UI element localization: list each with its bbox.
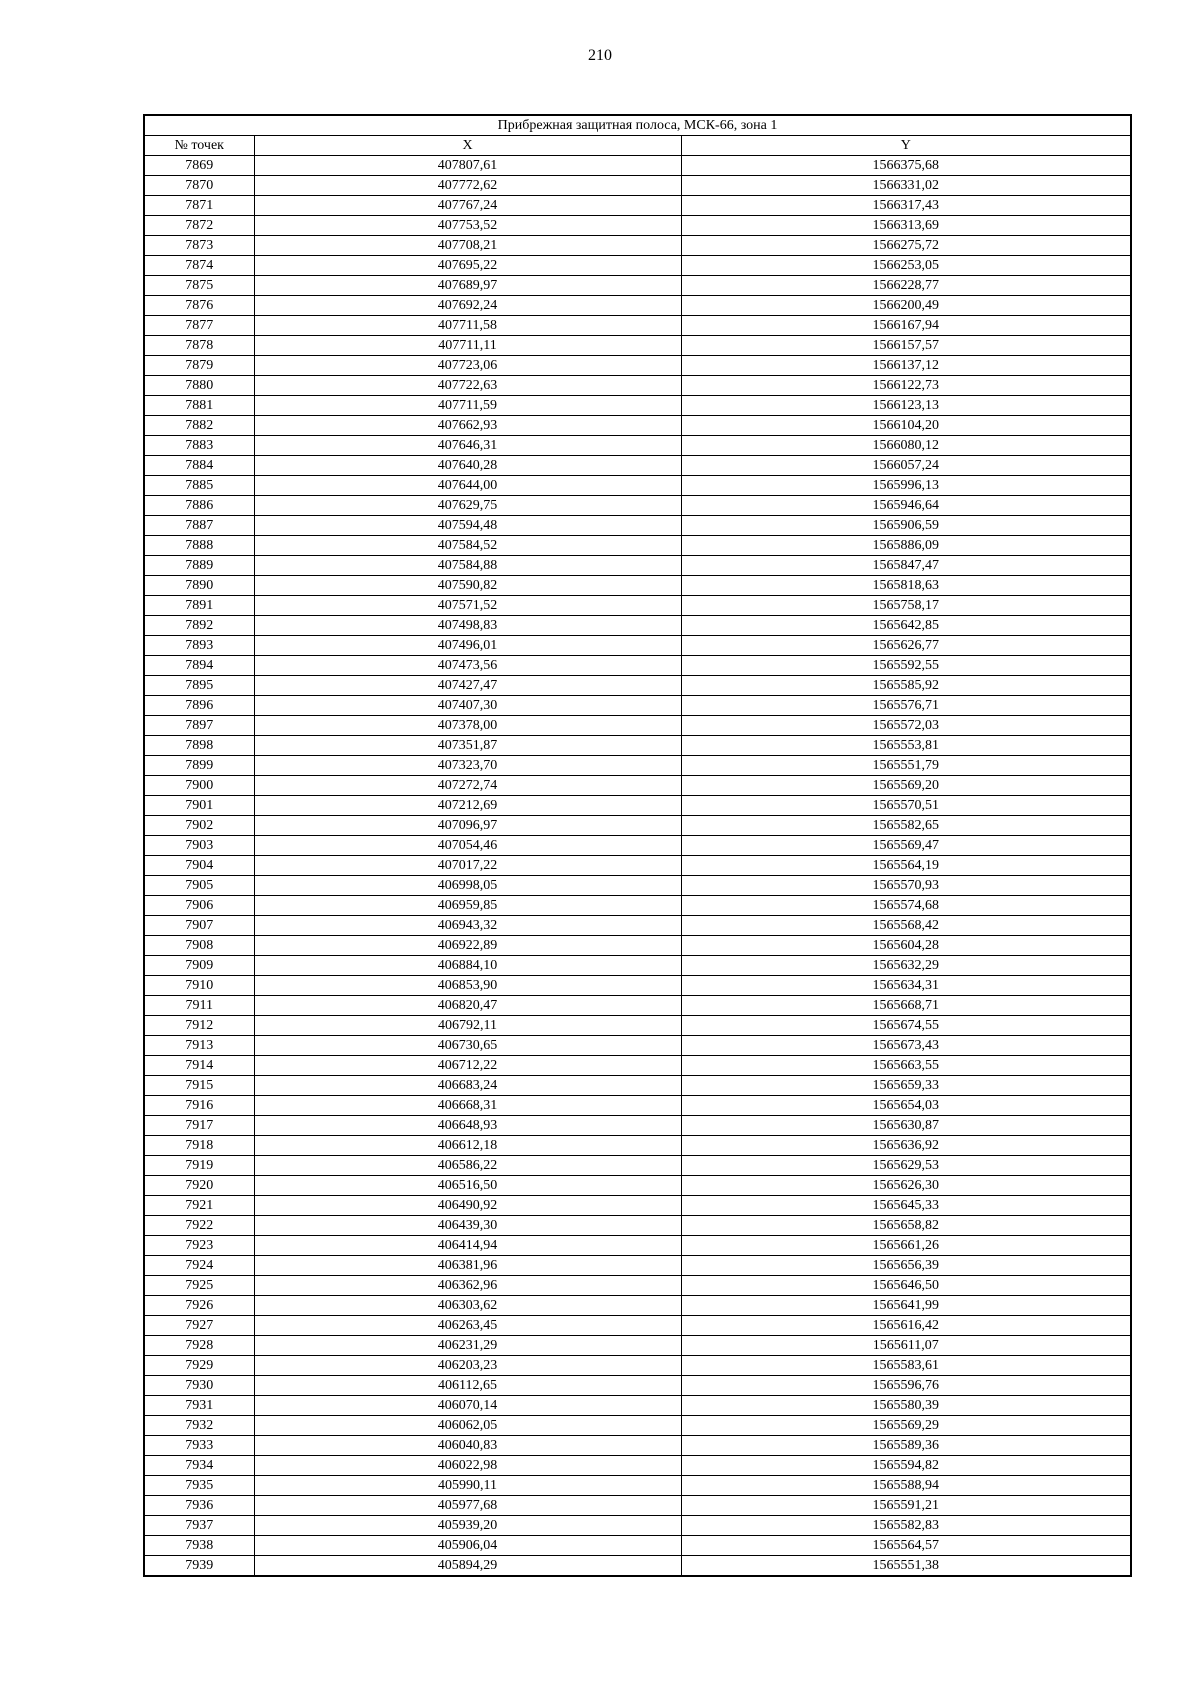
cell-y: 1565659,33	[681, 1076, 1131, 1096]
cell-x: 406062,05	[254, 1416, 681, 1436]
coordinates-table	[143, 114, 1132, 1577]
cell-x: 407772,62	[254, 176, 681, 196]
cell-x: 407407,30	[254, 696, 681, 716]
table-row	[144, 736, 1131, 756]
table-row	[144, 996, 1131, 1016]
cell-point-number: 7934	[144, 1456, 254, 1476]
cell-point-number: 7912	[144, 1016, 254, 1036]
table-row	[144, 1316, 1131, 1336]
cell-x: 406439,30	[254, 1216, 681, 1236]
cell-y: 1565569,20	[681, 776, 1131, 796]
table-row	[144, 276, 1131, 296]
cell-x: 407807,61	[254, 156, 681, 176]
cell-point-number: 7898	[144, 736, 254, 756]
table-row	[144, 896, 1131, 916]
cell-y: 1565611,07	[681, 1336, 1131, 1356]
table-row	[144, 1356, 1131, 1376]
cell-x: 406943,32	[254, 916, 681, 936]
cell-x: 406668,31	[254, 1096, 681, 1116]
table-row	[144, 596, 1131, 616]
cell-point-number: 7915	[144, 1076, 254, 1096]
cell-y: 1565570,93	[681, 876, 1131, 896]
cell-x: 406712,22	[254, 1056, 681, 1076]
cell-x: 407427,47	[254, 676, 681, 696]
table-row	[144, 556, 1131, 576]
table-row	[144, 1056, 1131, 1076]
cell-point-number: 7889	[144, 556, 254, 576]
cell-y: 1565674,55	[681, 1016, 1131, 1036]
cell-point-number: 7922	[144, 1216, 254, 1236]
cell-y: 1565629,53	[681, 1156, 1131, 1176]
cell-x: 407212,69	[254, 796, 681, 816]
cell-x: 406998,05	[254, 876, 681, 896]
table-row	[144, 1216, 1131, 1236]
cell-x: 405906,04	[254, 1536, 681, 1556]
cell-x: 406612,18	[254, 1136, 681, 1156]
table-row	[144, 796, 1131, 816]
table-row	[144, 476, 1131, 496]
cell-y: 1565818,63	[681, 576, 1131, 596]
cell-point-number: 7905	[144, 876, 254, 896]
cell-point-number: 7906	[144, 896, 254, 916]
cell-x: 407646,31	[254, 436, 681, 456]
table-row	[144, 1236, 1131, 1256]
table-row	[144, 316, 1131, 336]
cell-x: 407496,01	[254, 636, 681, 656]
table-row	[144, 376, 1131, 396]
cell-x: 406112,65	[254, 1376, 681, 1396]
table-row	[144, 1556, 1131, 1577]
cell-point-number: 7914	[144, 1056, 254, 1076]
cell-y: 1565585,92	[681, 676, 1131, 696]
cell-x: 406792,11	[254, 1016, 681, 1036]
cell-x: 405990,11	[254, 1476, 681, 1496]
cell-y: 1566331,02	[681, 176, 1131, 196]
cell-point-number: 7873	[144, 236, 254, 256]
cell-point-number: 7933	[144, 1436, 254, 1456]
cell-x: 407571,52	[254, 596, 681, 616]
table-row	[144, 1276, 1131, 1296]
cell-point-number: 7875	[144, 276, 254, 296]
cell-x: 407711,59	[254, 396, 681, 416]
cell-y: 1566104,20	[681, 416, 1131, 436]
cell-point-number: 7935	[144, 1476, 254, 1496]
cell-y: 1565574,68	[681, 896, 1131, 916]
cell-y: 1565589,36	[681, 1436, 1131, 1456]
cell-x: 407594,48	[254, 516, 681, 536]
cell-x: 406730,65	[254, 1036, 681, 1056]
cell-y: 1565646,50	[681, 1276, 1131, 1296]
cell-y: 1566313,69	[681, 216, 1131, 236]
cell-y: 1565658,82	[681, 1216, 1131, 1236]
cell-point-number: 7888	[144, 536, 254, 556]
cell-x: 407323,70	[254, 756, 681, 776]
cell-point-number: 7893	[144, 636, 254, 656]
cell-y: 1565569,29	[681, 1416, 1131, 1436]
cell-point-number: 7908	[144, 936, 254, 956]
cell-y: 1565626,77	[681, 636, 1131, 656]
table-row	[144, 1136, 1131, 1156]
cell-point-number: 7919	[144, 1156, 254, 1176]
table-row	[144, 396, 1131, 416]
cell-x: 407378,00	[254, 716, 681, 736]
cell-point-number: 7874	[144, 256, 254, 276]
cell-x: 405977,68	[254, 1496, 681, 1516]
cell-y: 1565656,39	[681, 1256, 1131, 1276]
cell-x: 406303,62	[254, 1296, 681, 1316]
table-row	[144, 496, 1131, 516]
cell-point-number: 7880	[144, 376, 254, 396]
cell-x: 407054,46	[254, 836, 681, 856]
table-row	[144, 576, 1131, 596]
cell-x: 406853,90	[254, 976, 681, 996]
cell-x: 406922,89	[254, 936, 681, 956]
table-row	[144, 196, 1131, 216]
table-row	[144, 1176, 1131, 1196]
cell-y: 1565580,39	[681, 1396, 1131, 1416]
table-row	[144, 696, 1131, 716]
table-row	[144, 416, 1131, 436]
cell-y: 1565569,47	[681, 836, 1131, 856]
table-row	[144, 1296, 1131, 1316]
cell-point-number: 7928	[144, 1336, 254, 1356]
cell-y: 1566253,05	[681, 256, 1131, 276]
cell-point-number: 7900	[144, 776, 254, 796]
cell-x: 405939,20	[254, 1516, 681, 1536]
cell-y: 1565632,29	[681, 956, 1131, 976]
cell-x: 407473,56	[254, 656, 681, 676]
cell-point-number: 7920	[144, 1176, 254, 1196]
cell-point-number: 7878	[144, 336, 254, 356]
cell-y: 1565568,42	[681, 916, 1131, 936]
cell-y: 1566228,77	[681, 276, 1131, 296]
table-row	[144, 636, 1131, 656]
cell-x: 406231,29	[254, 1336, 681, 1356]
cell-point-number: 7892	[144, 616, 254, 636]
table-body	[144, 156, 1131, 1577]
cell-y: 1565564,19	[681, 856, 1131, 876]
cell-y: 1566123,13	[681, 396, 1131, 416]
table-row	[144, 1516, 1131, 1536]
cell-y: 1565886,09	[681, 536, 1131, 556]
cell-point-number: 7902	[144, 816, 254, 836]
header-y: Y	[681, 136, 1131, 156]
table-row	[144, 336, 1131, 356]
cell-x: 407708,21	[254, 236, 681, 256]
table-row	[144, 516, 1131, 536]
table-row	[144, 1156, 1131, 1176]
table-row	[144, 436, 1131, 456]
cell-x: 407584,52	[254, 536, 681, 556]
cell-y: 1565645,33	[681, 1196, 1131, 1216]
cell-x: 406959,85	[254, 896, 681, 916]
cell-point-number: 7911	[144, 996, 254, 1016]
cell-y: 1565673,43	[681, 1036, 1131, 1056]
table-row	[144, 676, 1131, 696]
table-row	[144, 756, 1131, 776]
cell-x: 407695,22	[254, 256, 681, 276]
cell-x: 407498,83	[254, 616, 681, 636]
cell-y: 1565572,03	[681, 716, 1131, 736]
cell-x: 407017,22	[254, 856, 681, 876]
cell-y: 1565634,31	[681, 976, 1131, 996]
cell-y: 1565588,94	[681, 1476, 1131, 1496]
cell-y: 1565641,99	[681, 1296, 1131, 1316]
cell-x: 405894,29	[254, 1556, 681, 1577]
cell-point-number: 7930	[144, 1376, 254, 1396]
table-row	[144, 656, 1131, 676]
cell-y: 1565642,85	[681, 616, 1131, 636]
table-row	[144, 876, 1131, 896]
cell-x: 407644,00	[254, 476, 681, 496]
cell-x: 406022,98	[254, 1456, 681, 1476]
cell-point-number: 7921	[144, 1196, 254, 1216]
table-row	[144, 1336, 1131, 1356]
cell-point-number: 7879	[144, 356, 254, 376]
table-row	[144, 456, 1131, 476]
cell-point-number: 7927	[144, 1316, 254, 1336]
cell-y: 1565582,65	[681, 816, 1131, 836]
cell-y: 1565946,64	[681, 496, 1131, 516]
table-title: Прибрежная защитная полоса, МСК-66, зона 1	[144, 115, 1131, 136]
header-x: X	[254, 136, 681, 156]
cell-y: 1566080,12	[681, 436, 1131, 456]
cell-point-number: 7925	[144, 1276, 254, 1296]
table-row	[144, 1496, 1131, 1516]
cell-point-number: 7939	[144, 1556, 254, 1577]
cell-point-number: 7886	[144, 496, 254, 516]
cell-x: 406820,47	[254, 996, 681, 1016]
cell-x: 407692,24	[254, 296, 681, 316]
table-row	[144, 1256, 1131, 1276]
cell-y: 1566157,57	[681, 336, 1131, 356]
table-row	[144, 1196, 1131, 1216]
cell-y: 1565996,13	[681, 476, 1131, 496]
cell-point-number: 7932	[144, 1416, 254, 1436]
cell-y: 1565616,42	[681, 1316, 1131, 1336]
table-row	[144, 916, 1131, 936]
table-row	[144, 1096, 1131, 1116]
cell-x: 406263,45	[254, 1316, 681, 1336]
cell-x: 406884,10	[254, 956, 681, 976]
table-row	[144, 816, 1131, 836]
cell-y: 1565636,92	[681, 1136, 1131, 1156]
cell-y: 1566167,94	[681, 316, 1131, 336]
cell-x: 407096,97	[254, 816, 681, 836]
cell-y: 1565576,71	[681, 696, 1131, 716]
cell-point-number: 7901	[144, 796, 254, 816]
cell-y: 1565758,17	[681, 596, 1131, 616]
cell-point-number: 7926	[144, 1296, 254, 1316]
cell-x: 406586,22	[254, 1156, 681, 1176]
table-row	[144, 236, 1131, 256]
cell-y: 1565564,57	[681, 1536, 1131, 1556]
header-point-number: № точек	[144, 136, 254, 156]
table-row	[144, 536, 1131, 556]
table-row	[144, 1456, 1131, 1476]
table-row	[144, 176, 1131, 196]
cell-point-number: 7885	[144, 476, 254, 496]
cell-point-number: 7907	[144, 916, 254, 936]
table-row	[144, 836, 1131, 856]
cell-point-number: 7883	[144, 436, 254, 456]
cell-point-number: 7896	[144, 696, 254, 716]
cell-point-number: 7916	[144, 1096, 254, 1116]
cell-point-number: 7918	[144, 1136, 254, 1156]
cell-y: 1565570,51	[681, 796, 1131, 816]
cell-x: 406683,24	[254, 1076, 681, 1096]
cell-x: 406203,23	[254, 1356, 681, 1376]
cell-point-number: 7881	[144, 396, 254, 416]
table-row	[144, 356, 1131, 376]
cell-point-number: 7871	[144, 196, 254, 216]
cell-point-number: 7882	[144, 416, 254, 436]
cell-y: 1565592,55	[681, 656, 1131, 676]
table-row	[144, 956, 1131, 976]
table-row	[144, 1016, 1131, 1036]
cell-y: 1565591,21	[681, 1496, 1131, 1516]
cell-y: 1565668,71	[681, 996, 1131, 1016]
table-row	[144, 776, 1131, 796]
cell-y: 1565626,30	[681, 1176, 1131, 1196]
cell-y: 1565661,26	[681, 1236, 1131, 1256]
table-row	[144, 716, 1131, 736]
table-row	[144, 1436, 1131, 1456]
cell-x: 406381,96	[254, 1256, 681, 1276]
table-header-row	[144, 136, 1131, 156]
cell-y: 1565847,47	[681, 556, 1131, 576]
cell-y: 1566057,24	[681, 456, 1131, 476]
cell-point-number: 7917	[144, 1116, 254, 1136]
cell-point-number: 7877	[144, 316, 254, 336]
table-row	[144, 1036, 1131, 1056]
cell-y: 1566200,49	[681, 296, 1131, 316]
cell-x: 406070,14	[254, 1396, 681, 1416]
table-row	[144, 1376, 1131, 1396]
cell-point-number: 7899	[144, 756, 254, 776]
cell-y: 1565654,03	[681, 1096, 1131, 1116]
cell-y: 1566275,72	[681, 236, 1131, 256]
cell-y: 1565663,55	[681, 1056, 1131, 1076]
cell-point-number: 7895	[144, 676, 254, 696]
cell-point-number: 7876	[144, 296, 254, 316]
cell-point-number: 7931	[144, 1396, 254, 1416]
table-row	[144, 296, 1131, 316]
cell-point-number: 7869	[144, 156, 254, 176]
cell-y: 1566317,43	[681, 196, 1131, 216]
table-row	[144, 1476, 1131, 1496]
cell-y: 1565630,87	[681, 1116, 1131, 1136]
cell-point-number: 7903	[144, 836, 254, 856]
cell-point-number: 7924	[144, 1256, 254, 1276]
cell-x: 407629,75	[254, 496, 681, 516]
cell-x: 407711,58	[254, 316, 681, 336]
cell-point-number: 7884	[144, 456, 254, 476]
cell-x: 407689,97	[254, 276, 681, 296]
cell-point-number: 7891	[144, 596, 254, 616]
table-row	[144, 256, 1131, 276]
cell-point-number: 7938	[144, 1536, 254, 1556]
cell-x: 407640,28	[254, 456, 681, 476]
table-row	[144, 1076, 1131, 1096]
cell-x: 407753,52	[254, 216, 681, 236]
cell-point-number: 7937	[144, 1516, 254, 1536]
cell-x: 406414,94	[254, 1236, 681, 1256]
cell-x: 407723,06	[254, 356, 681, 376]
cell-x: 406362,96	[254, 1276, 681, 1296]
cell-point-number: 7936	[144, 1496, 254, 1516]
cell-x: 406040,83	[254, 1436, 681, 1456]
cell-y: 1566122,73	[681, 376, 1131, 396]
cell-x: 407351,87	[254, 736, 681, 756]
cell-x: 406490,92	[254, 1196, 681, 1216]
cell-x: 407711,11	[254, 336, 681, 356]
table-row	[144, 1396, 1131, 1416]
cell-point-number: 7870	[144, 176, 254, 196]
cell-y: 1565583,61	[681, 1356, 1131, 1376]
cell-y: 1565604,28	[681, 936, 1131, 956]
table-row	[144, 856, 1131, 876]
table-row	[144, 1536, 1131, 1556]
cell-point-number: 7904	[144, 856, 254, 876]
cell-point-number: 7913	[144, 1036, 254, 1056]
cell-point-number: 7897	[144, 716, 254, 736]
cell-y: 1565906,59	[681, 516, 1131, 536]
cell-y: 1565553,81	[681, 736, 1131, 756]
table-row	[144, 156, 1131, 176]
cell-y: 1565551,38	[681, 1556, 1131, 1577]
cell-point-number: 7887	[144, 516, 254, 536]
cell-point-number: 7929	[144, 1356, 254, 1376]
table-row	[144, 976, 1131, 996]
cell-point-number: 7923	[144, 1236, 254, 1256]
cell-y: 1565551,79	[681, 756, 1131, 776]
cell-point-number: 7890	[144, 576, 254, 596]
table-row	[144, 1416, 1131, 1436]
table-row	[144, 936, 1131, 956]
table-row	[144, 216, 1131, 236]
cell-x: 407767,24	[254, 196, 681, 216]
cell-y: 1566375,68	[681, 156, 1131, 176]
cell-x: 406516,50	[254, 1176, 681, 1196]
table-row	[144, 1116, 1131, 1136]
cell-point-number: 7872	[144, 216, 254, 236]
table-title-row	[144, 115, 1131, 136]
cell-x: 407662,93	[254, 416, 681, 436]
table-row	[144, 616, 1131, 636]
cell-y: 1565596,76	[681, 1376, 1131, 1396]
cell-x: 406648,93	[254, 1116, 681, 1136]
cell-point-number: 7910	[144, 976, 254, 996]
cell-x: 407722,63	[254, 376, 681, 396]
cell-x: 407272,74	[254, 776, 681, 796]
cell-x: 407584,88	[254, 556, 681, 576]
cell-y: 1565594,82	[681, 1456, 1131, 1476]
cell-x: 407590,82	[254, 576, 681, 596]
cell-point-number: 7909	[144, 956, 254, 976]
cell-point-number: 7894	[144, 656, 254, 676]
page-number: 210	[588, 47, 612, 64]
cell-y: 1565582,83	[681, 1516, 1131, 1536]
cell-y: 1566137,12	[681, 356, 1131, 376]
